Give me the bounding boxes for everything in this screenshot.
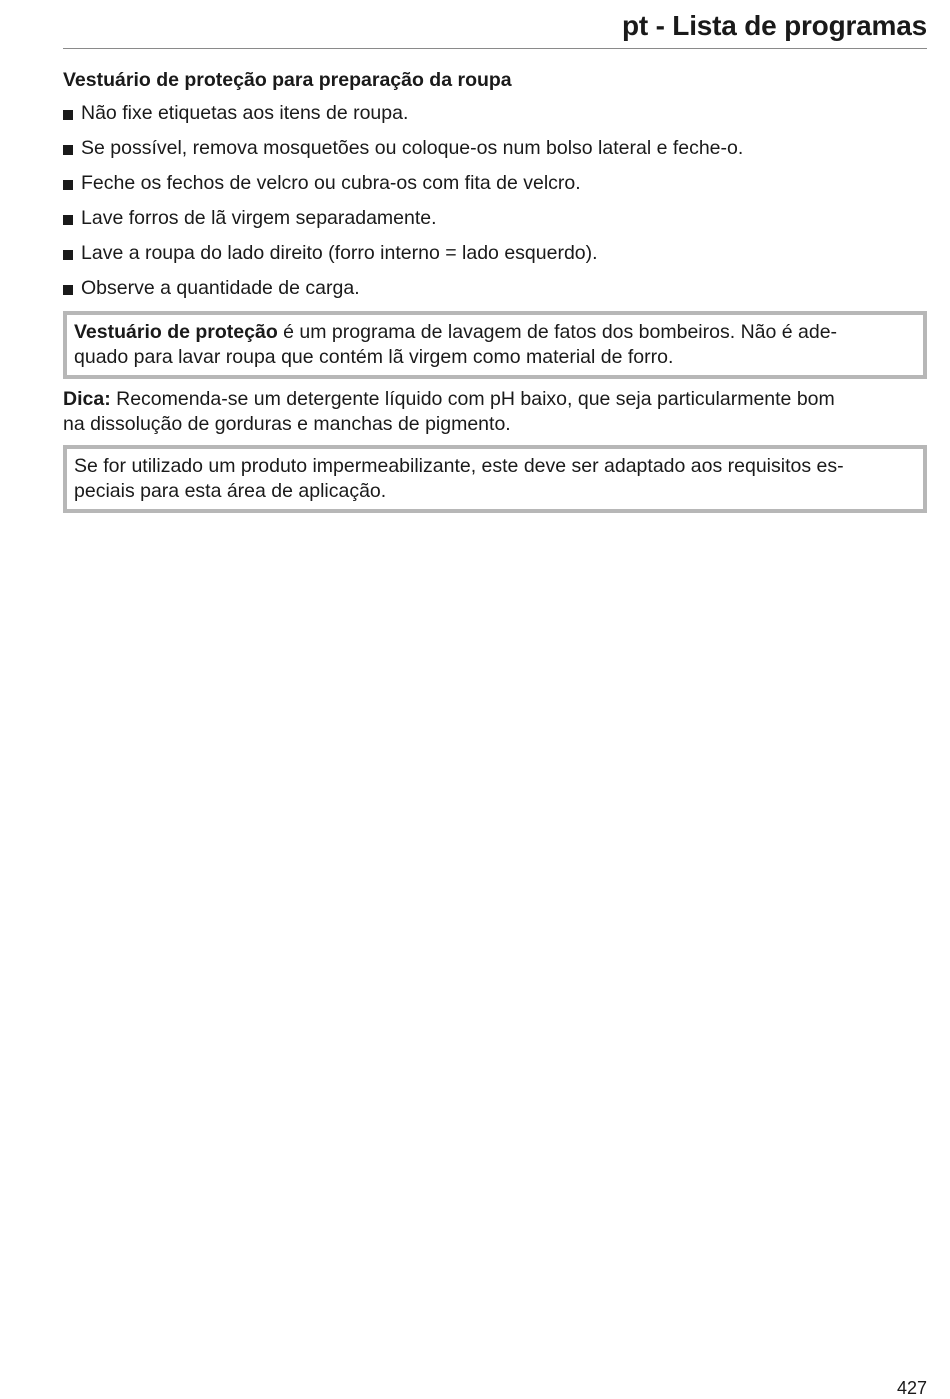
list-item-text: Não fixe etiquetas aos itens de roupa. <box>81 102 409 124</box>
page-content <box>63 66 927 513</box>
square-bullet-icon <box>63 180 73 190</box>
program-note-line-1 <box>74 320 915 345</box>
program-note-line-2: quado para lavar roupa que contém lã virgem como material de forro. <box>74 346 674 368</box>
header-title: pt - Lista de programas <box>621 10 927 41</box>
list-item <box>63 170 927 196</box>
program-note-box <box>63 311 927 379</box>
list-item-text: Lave forros de lã virgem separadamente. <box>81 207 437 229</box>
waterproofing-note-box <box>63 445 927 513</box>
tip-line-2: na dissolução de gorduras e manchas de pigmento. <box>63 413 511 435</box>
tip-line-1 <box>63 387 927 412</box>
list-item-text: Feche os fechos de velcro ou cubra-os com fita de velcro. <box>81 172 581 194</box>
square-bullet-icon <box>63 285 73 295</box>
program-note-text-1: é um programa de lavagem de fatos dos bombeiros. Não é ade- <box>277 321 838 343</box>
section-title: Vestuário de proteção para preparação da roupa <box>63 69 512 91</box>
page-header <box>63 0 927 49</box>
page-number: 427 <box>896 1378 927 1398</box>
list-item <box>63 240 927 266</box>
list-item-text: Lave a roupa do lado direito (forro interno = lado esquerdo). <box>81 242 598 264</box>
list-item-text: Observe a quantidade de carga. <box>81 277 360 299</box>
tip-text-1: Recomenda-se um detergente líquido com pH baixo, que seja particularmente bom <box>110 388 835 410</box>
tip-paragraph <box>63 387 927 437</box>
list-item <box>63 275 927 301</box>
square-bullet-icon <box>63 145 73 155</box>
square-bullet-icon <box>63 215 73 225</box>
square-bullet-icon <box>63 250 73 260</box>
list-item <box>63 135 927 161</box>
list-item <box>63 100 927 126</box>
tip-label: Dica: <box>63 388 111 410</box>
preparation-list <box>63 100 927 301</box>
waterproofing-note-line-2: peciais para esta área de aplicação. <box>74 480 387 502</box>
square-bullet-icon <box>63 110 73 120</box>
list-item-text: Se possível, remova mosquetões ou coloque-os num bolso lateral e feche-o. <box>81 137 744 159</box>
list-item <box>63 205 927 231</box>
program-name: Vestuário de proteção <box>74 321 278 343</box>
waterproofing-note-line-1: Se for utilizado um produto impermeabilizante, este deve ser adaptado aos requisitos es- <box>74 455 844 477</box>
